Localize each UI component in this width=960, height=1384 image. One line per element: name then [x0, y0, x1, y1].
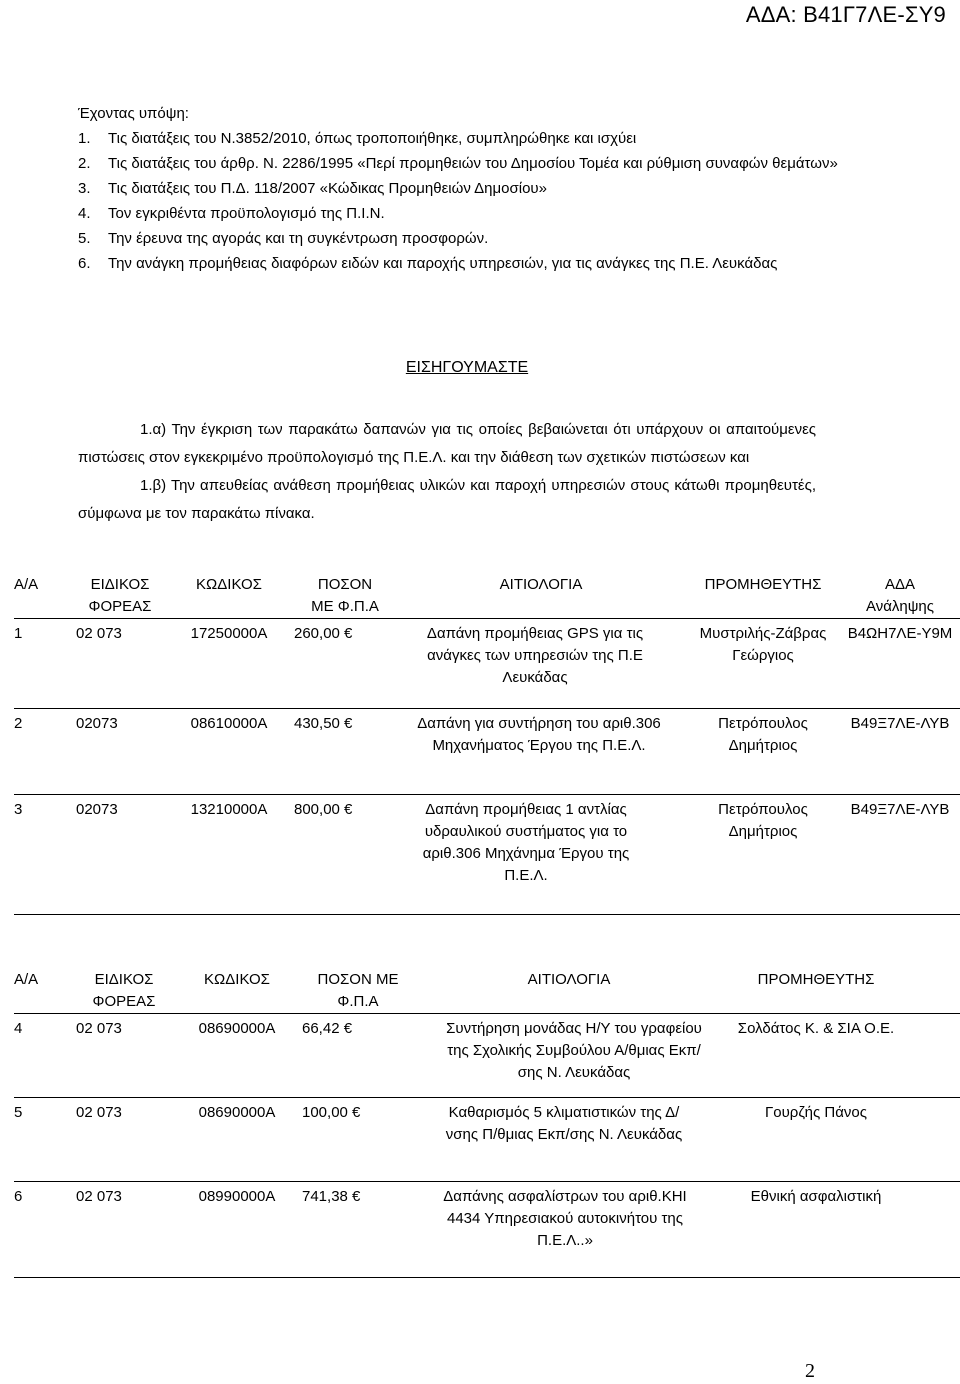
list-item-text: Τον εγκριθέντα προϋπολογισμό της Π.Ι.Ν. — [108, 205, 385, 222]
cell-foreas: 02 073 — [76, 625, 122, 642]
list-item-number: 2. — [78, 155, 91, 172]
expenses-table-1 — [14, 574, 960, 915]
cell-aa: 3 — [14, 801, 23, 818]
header-poso: ΠΟΣΟΝ ΜΕ Φ.Π.Α — [311, 576, 379, 615]
header-aitiologia: ΑΙΤΙΟΛΟΓΙΑ — [499, 576, 583, 593]
cell-aa: 4 — [14, 1020, 23, 1037]
cell-foreas: 02 073 — [76, 1104, 122, 1121]
table-row — [14, 1098, 960, 1182]
table-header-row — [14, 969, 960, 1014]
header-foreas: ΕΙΔΙΚΟΣ ΦΟΡΕΑΣ — [92, 971, 156, 1010]
list-item — [78, 151, 898, 176]
section-heading: ΕΙΣΗΓΟΥΜΑΣΤΕ — [405, 359, 529, 376]
cell-ada: Β49Ξ7ΛΕ-ΛΥΒ — [850, 801, 950, 818]
proposal-section — [78, 416, 816, 528]
cell-aitiologia: Δαπάνη προμήθειας 1 αντλίας υδραυλικού συστήματος για το αριθ.306 Μηχάνημα Έργου της Π.Ε.Λ. — [422, 801, 630, 884]
expenses-table-2 — [14, 969, 960, 1278]
list-item-text: Την έρευνα της αγοράς και τη συγκέντρωση προσφορών. — [108, 230, 489, 247]
list-item — [78, 126, 898, 151]
section-heading-container — [0, 359, 960, 377]
header-ada: ΑΔΑ Ανάληψης — [865, 576, 934, 615]
list-item — [78, 251, 898, 276]
cell-kodikos: 08690000Α — [198, 1020, 276, 1037]
table-header-row — [14, 574, 960, 619]
table-row — [14, 709, 960, 795]
proposal-paragraph-b: 1.β) Την απευθείας ανάθεση προμήθειας υλικών και παροχή υπηρεσιών στους κάτωθι προμηθευτές, σύμφωνα με τον παρακάτω πίνακα. — [78, 477, 816, 522]
considerations-list — [78, 126, 898, 276]
list-item-text: Την ανάγκη προμήθειας διαφόρων ειδών και παροχής υπηρεσιών, για τις ανάγκες της Π.Ε. Λευκάδας — [108, 255, 778, 272]
ada-header: ΑΔΑ: Β41Γ7ΛΕ-ΣΥ9 — [745, 2, 946, 27]
page-number: 2 — [805, 1360, 815, 1382]
cell-aa: 6 — [14, 1188, 23, 1205]
list-item-number: 6. — [78, 255, 91, 272]
header-poso: ΠΟΣΟΝ ΜΕ Φ.Π.Α — [317, 971, 399, 1010]
cell-poso: 100,00 € — [302, 1104, 361, 1121]
list-item-number: 4. — [78, 205, 91, 222]
cell-kodikos: 13210000Α — [190, 801, 268, 818]
cell-poso: 260,00 € — [294, 625, 353, 642]
cell-poso: 741,38 € — [302, 1188, 361, 1205]
header-foreas: ΕΙΔΙΚΟΣ ΦΟΡΕΑΣ — [88, 576, 152, 615]
cell-ada: Β49Ξ7ΛΕ-ΛΥΒ — [850, 715, 950, 732]
cell-promitheftis: Πετρόπουλος Δημήτριος — [718, 801, 808, 840]
cell-aitiologia: Καθαρισμός 5 κλιματιστικών της Δ/νσης Π/θμιας Εκπ/σης Ν. Λευκάδας — [445, 1104, 683, 1143]
list-item-text: Τις διατάξεις του Ν.3852/2010, όπως τροποποιήθηκε, συμπληρώθηκε και ισχύει — [108, 130, 637, 147]
cell-kodikos: 08990000Α — [198, 1188, 276, 1205]
cell-aitiologia: Δαπάνη για συντήρηση του αριθ.306 Μηχανήματος Έργου της Π.Ε.Λ. — [417, 715, 661, 754]
cell-aitiologia: Συντήρηση μονάδας Η/Υ του γραφείου της Σχολικής Συμβούλου Α/θμιας Εκπ/σης Ν. Λευκάδας — [446, 1020, 702, 1081]
cell-promitheftis: Σολδάτος Κ. & ΣΙΑ Ο.Ε. — [737, 1020, 895, 1037]
considerations-section — [78, 101, 898, 276]
proposal-paragraph-a: 1.α) Την έγκριση των παρακάτω δαπανών για τις οποίες βεβαιώνεται ότι υπάρχουν οι απαιτούμενες πιστώσεις στον εγκεκριμένο προϋπολογισμό της Π.Ε.Λ. και την διάθεση των σχετικών πιστώσεων και — [78, 421, 816, 466]
header-promitheftis: ΠΡΟΜΗΘΕΥΤΗΣ — [757, 971, 875, 988]
table-row — [14, 1014, 960, 1098]
header-aa: Α/Α — [14, 576, 39, 593]
cell-poso: 800,00 € — [294, 801, 353, 818]
cell-kodikos: 08690000Α — [198, 1104, 276, 1121]
list-item-text: Τις διατάξεις του Π.Δ. 118/2007 «Κώδικας Προμηθειών Δημοσίου» — [108, 180, 547, 197]
table-row — [14, 1182, 960, 1278]
header-aitiologia: ΑΙΤΙΟΛΟΓΙΑ — [527, 971, 611, 988]
cell-aa: 2 — [14, 715, 23, 732]
cell-foreas: 02073 — [76, 801, 118, 818]
list-item — [78, 201, 898, 226]
cell-promitheftis: Γουρζής Πάνος — [765, 1104, 867, 1121]
considerations-title: Έχοντας υπόψη: — [78, 105, 189, 122]
header-aa: Α/Α — [14, 971, 39, 988]
cell-aa: 5 — [14, 1104, 23, 1121]
cell-aa: 1 — [14, 625, 23, 642]
cell-poso: 66,42 € — [302, 1020, 353, 1037]
cell-promitheftis: Πετρόπουλος Δημήτριος — [718, 715, 808, 754]
cell-foreas: 02 073 — [76, 1188, 122, 1205]
header-kodikos: ΚΩΔΙΚΟΣ — [196, 576, 262, 593]
header-promitheftis: ΠΡΟΜΗΘΕΥΤΗΣ — [704, 576, 822, 593]
list-item-text: Τις διατάξεις του άρθρ. Ν. 2286/1995 «Περί προμηθειών του Δημοσίου Τομέα και ρύθμιση συναφών θεμάτων» — [108, 155, 838, 172]
header-kodikos: ΚΩΔΙΚΟΣ — [204, 971, 270, 988]
list-item-number: 1. — [78, 130, 91, 147]
list-item-number: 3. — [78, 180, 91, 197]
cell-poso: 430,50 € — [294, 715, 353, 732]
table-row — [14, 619, 960, 709]
cell-aitiologia: Δαπάνη προμήθειας GPS για τις ανάγκες των υπηρεσιών της Π.Ε Λευκάδας — [426, 625, 644, 686]
table-row — [14, 795, 960, 915]
list-item-number: 5. — [78, 230, 91, 247]
list-item — [78, 176, 898, 201]
cell-foreas: 02073 — [76, 715, 118, 732]
list-item — [78, 226, 898, 251]
cell-promitheftis: Εθνική ασφαλιστική — [750, 1188, 882, 1205]
cell-aitiologia: Δαπάνης ασφαλίστρων του αριθ.ΚΗΙ 4434 Υπηρεσιακού αυτοκινήτου της Π.Ε.Λ..» — [443, 1188, 687, 1249]
cell-promitheftis: Μυστριλής-Ζάβρας Γεώργιος — [699, 625, 827, 664]
cell-kodikos: 17250000Α — [190, 625, 268, 642]
cell-ada: Β4ΩΗ7ΛΕ-Υ9Μ — [847, 625, 953, 642]
cell-foreas: 02 073 — [76, 1020, 122, 1037]
cell-kodikos: 08610000Α — [190, 715, 268, 732]
